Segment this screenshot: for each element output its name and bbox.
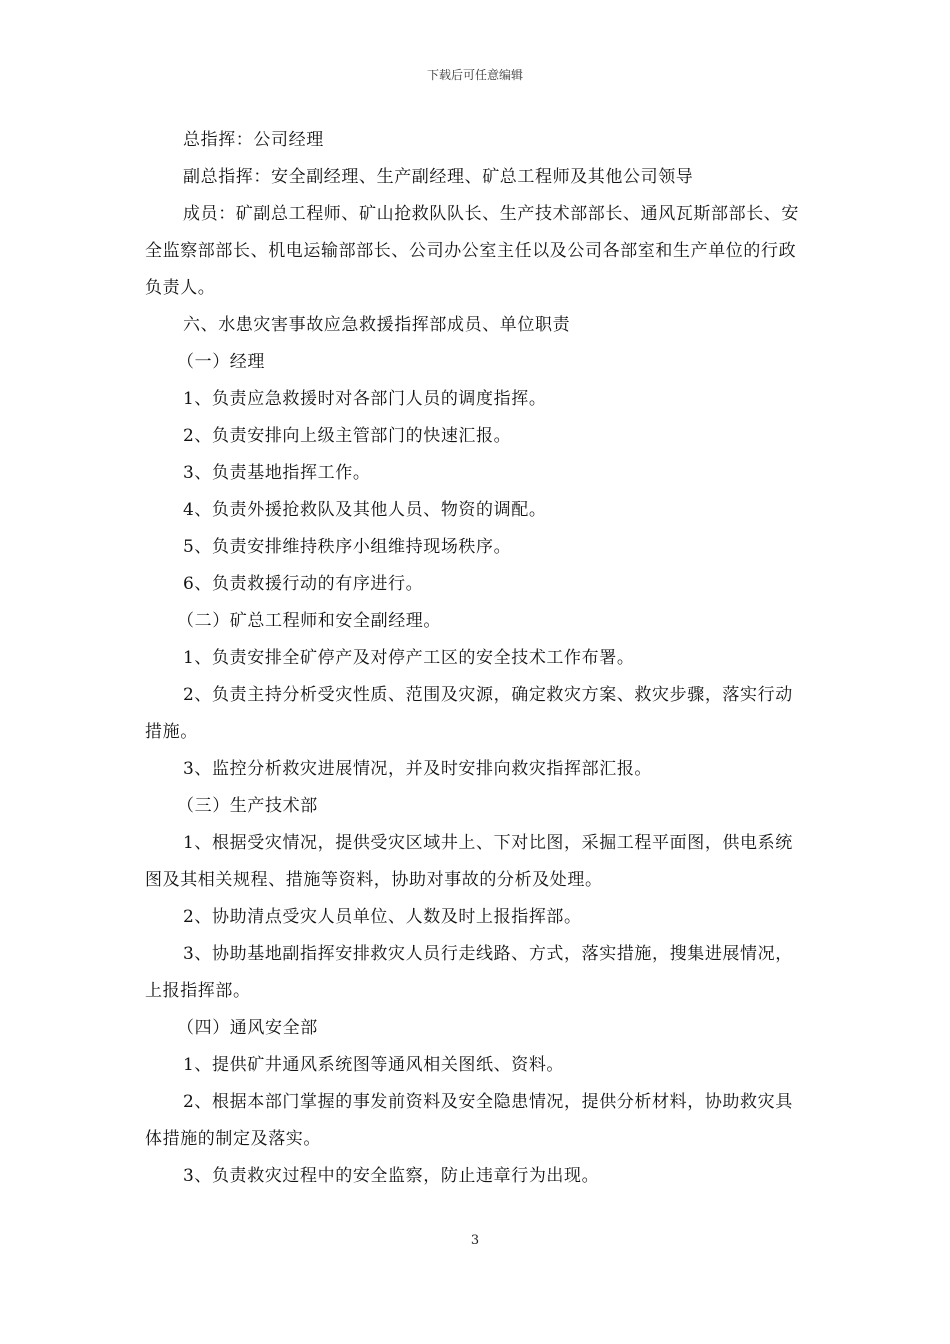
paragraph: 副总指挥：安全副经理、生产副经理、矿总工程师及其他公司领导 [183,167,694,187]
section-heading: 六、水患灾害事故应急救援指挥部成员、单位职责 [183,315,571,335]
list-item: 2、负责主持分析受灾性质、范围及灾源，确定救灾方案、救灾步骤，落实行动措施。 [145,685,793,742]
list-item: 6、负责救援行动的有序进行。 [183,574,424,594]
list-item: 3、负责基地指挥工作。 [183,463,371,483]
list-item: 1、提供矿井通风系统图等通风相关图纸、资料。 [183,1055,565,1075]
list-item: 3、监控分析救灾进展情况，并及时安排向救灾指挥部汇报。 [183,759,653,779]
list-item: 2、协助清点受灾人员单位、人数及时上报指挥部。 [183,907,582,927]
list-item: 3、负责救灾过程中的安全监察，防止违章行为出现。 [183,1166,600,1186]
list-item: 5、负责安排维持秩序小组维持现场秩序。 [183,537,512,557]
paragraph: 成员：矿副总工程师、矿山抢救队队长、生产技术部部长、通风瓦斯部部长、安全监察部部长、机电运输部部长、公司办公室主任以及公司各部室和生产单位的行政负责人。 [145,204,799,298]
list-item: 1、负责安排全矿停产及对停产工区的安全技术工作布署。 [183,648,635,668]
list-item: 4、负责外援抢救队及其他人员、物资的调配。 [183,500,547,520]
subsection-heading: （一）经理 [177,352,265,372]
list-item: 2、根据本部门掌握的事发前资料及安全隐患情况，提供分析材料，协助救灾具体措施的制定及落实。 [145,1092,793,1149]
page-header: 下载后可任意编辑 [426,68,523,82]
subsection-heading: （四）通风安全部 [177,1018,318,1038]
subsection-heading: （三）生产技术部 [177,796,318,816]
list-item: 1、负责应急救援时对各部门人员的调度指挥。 [183,389,547,409]
list-item: 3、协助基地副指挥安排救灾人员行走线路、方式，落实措施，搜集进展情况，上报指挥部。 [145,944,793,1001]
list-item: 1、根据受灾情况，提供受灾区域井上、下对比图，采掘工程平面图，供电系统图及其相关规程、措施等资料，协助对事故的分析及处理。 [145,833,793,890]
page-number: 3 [470,1233,480,1248]
subsection-heading: （二）矿总工程师和安全副经理。 [177,611,441,631]
paragraph: 总指挥：公司经理 [183,130,324,150]
document-body [145,122,810,1195]
list-item: 2、负责安排向上级主管部门的快速汇报。 [183,426,512,446]
